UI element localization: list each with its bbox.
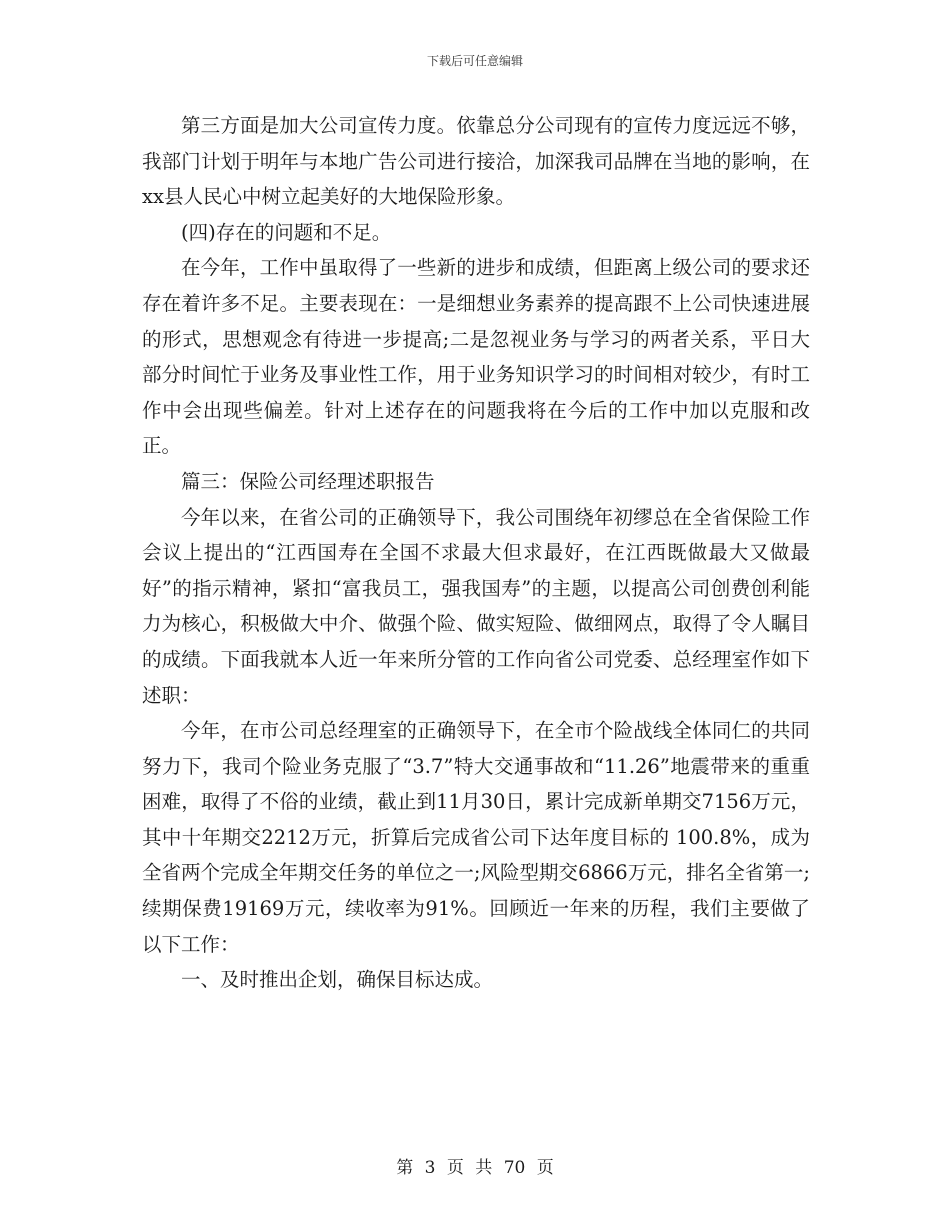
paragraph-section-problems-heading: (四)存在的问题和不足。 <box>181 220 392 244</box>
paragraph-section-one-heading: 一、及时推出企划，确保目标达成。 <box>181 968 494 992</box>
paragraph-results: 今年，在市公司总经理室的正确领导下，在全市个险战线全体同仁的共同努力下，我司个险业务克服了“3.7”特大交通事故和“11.26”地震带来的重重困难，取得了不俗的业绩，截止到11月30日，累计完成新单期交7156万元，其中十年期交2212万元，折算后完成省公司下达年度目标的 100.8%，成为全省两个完成全年期交任务的单位之一;风险型期交6866万元，排名全省第一;续期保费19169万元，续收率为91%。回顾近一年来的历程，我们主要做了以下工作： <box>142 719 810 956</box>
paragraph-problems: 在今年，工作中虽取得了一些新的进步和成绩，但距离上级公司的要求还存在着许多不足。主要表现在：一是细想业务素养的提高跟不上公司快速进展的形式，思想观念有待进一步提高;二是忽视业务与学习的两者关系，平日大部分时间忙于业务及事业性工作，用于业务知识学习的时间相对较少，有时工作中会出现些偏差。针对上述存在的问题我将在今后的工作中加以克服和改正。 <box>142 256 810 458</box>
document-body <box>142 108 810 998</box>
paragraph-intro: 今年以来，在省公司的正确领导下，我公司围绕年初缪总在全省保险工作会议上提出的“江西国寿在全国不求最大但求最好，在江西既做最大又做最好”的指示精神，紧扣“富我员工，强我国寿”的主题，以提高公司创费创利能力为核心，积极做大中介、做强个险、做实短险、做细网点，取得了令人瞩目的成绩。下面我就本人近一年来所分管的工作向省公司党委、总经理室作如下述职： <box>142 505 810 707</box>
page-number: 第 3 页 共 70 页 <box>396 1158 554 1178</box>
page-header: 下载后可任意编辑 <box>426 54 523 68</box>
paragraph-chapter-three-heading: 篇三：保险公司经理述职报告 <box>181 469 435 493</box>
paragraph-publicity: 第三方面是加大公司宣传力度。依靠总分公司现有的宣传力度远远不够，我部门计划于明年与本地广告公司进行接洽，加深我司品牌在当地的影响，在xx县人民心中树立起美好的大地保险形象。 <box>142 114 810 209</box>
